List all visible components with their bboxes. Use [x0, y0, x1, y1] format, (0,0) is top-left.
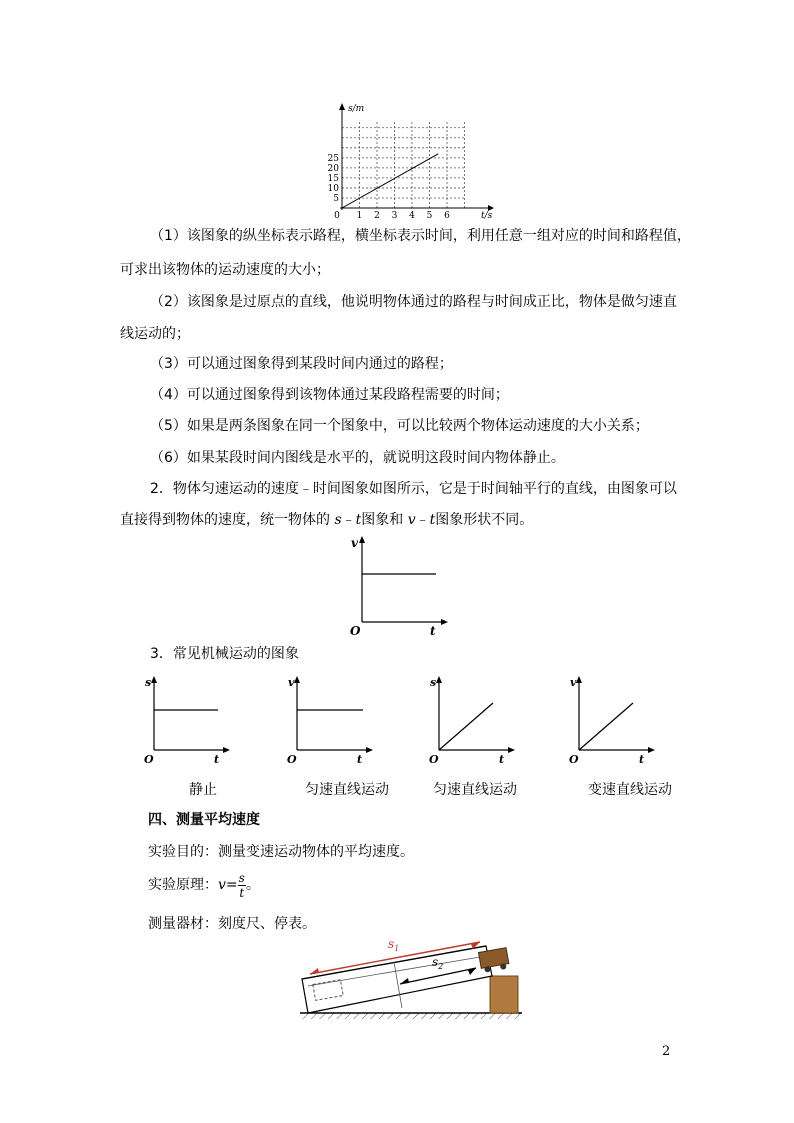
graph-uniform-st: [425, 674, 517, 766]
section-4-heading: 四、测量平均速度: [148, 812, 260, 828]
graph-uniform-vt: [283, 674, 375, 766]
experiment-tools: 测量器材：刻度尺、停表。: [148, 916, 316, 932]
st-x-tick-label: 2: [374, 211, 380, 221]
svg-text:s: s: [145, 676, 152, 689]
st-x-tick-label: 1: [356, 211, 363, 221]
st-chart-ylabel: s/m: [348, 104, 365, 114]
st-x-tick-label: 6: [444, 211, 450, 221]
list-item-6: （6）如果某段时间内图线是水平的，就说明这段时间内物体静止。: [150, 450, 565, 466]
list-item-3: （3）可以通过图象得到某段时间内通过的路程；: [150, 356, 453, 372]
st-x-tick-label: 3: [391, 211, 398, 221]
s2-label: $s_2$: [432, 955, 444, 971]
caption-uniform-2: 匀速直线运动: [433, 782, 517, 798]
vt-y-arrow: [359, 536, 365, 543]
formula-fraction: [238, 871, 246, 900]
st-chart: [328, 98, 498, 222]
incline-apparatus: [296, 932, 526, 1024]
ground-hatch: [300, 1013, 522, 1019]
caption-uniform-1: 匀速直线运动: [305, 782, 389, 798]
graph-static: [140, 674, 232, 766]
formula-numerator: s: [238, 870, 245, 885]
list-item-2: （2）该图象是过原点的直线，他说明物体通过的路程与时间成正比，物体是做匀速直: [150, 294, 677, 310]
principle-prefix: 实验原理：: [148, 877, 218, 893]
st-y-tick-label: 10: [328, 183, 339, 194]
svg-text:t: t: [357, 753, 363, 766]
paragraph-3: 3．常见机械运动的图象: [150, 646, 299, 662]
p2-t-symbol-2: t: [429, 512, 436, 528]
st-x-tick-label: 5: [426, 211, 433, 221]
vt-x-arrow: [441, 619, 448, 625]
formula-eq: =: [225, 877, 238, 893]
p2-text: 直接得到物体的速度，统一物体的: [120, 512, 330, 528]
list-item-2-cont: 线运动的；: [120, 326, 190, 342]
st-y-tick-label: 15: [328, 173, 339, 184]
caption-static: 静止: [189, 782, 217, 798]
st-chart-grid: [342, 120, 465, 208]
vt-y-label: v: [351, 536, 358, 550]
s1-label: $s_1$: [388, 937, 400, 953]
list-item-1: （1）该图象的纵坐标表示路程，横坐标表示时间，利用任意一组对应的时间和路程值，: [150, 228, 691, 244]
vt-graph: [344, 534, 450, 638]
list-item-5: （5）如果是两条图象在同一个图象中，可以比较两个物体运动速度的大小关系；: [150, 418, 649, 434]
svg-text:t: t: [214, 753, 220, 766]
formula-end: 。: [245, 877, 260, 893]
list-item-4: （4）可以通过图象得到该物体通过某段路程需要的时间；: [150, 387, 509, 403]
svg-text:t: t: [499, 753, 505, 766]
svg-text:O: O: [287, 753, 297, 766]
experiment-principle: [148, 870, 260, 900]
vt-origin: O: [350, 624, 361, 638]
st-y-tick-label: 25: [328, 153, 339, 164]
support-block: [490, 976, 518, 1013]
p2-dash: ﹣: [341, 512, 356, 528]
st-chart-series-line: [342, 154, 438, 208]
svg-text:t: t: [639, 753, 645, 766]
formula-denominator: t: [239, 885, 245, 900]
svg-text:v: v: [570, 676, 577, 689]
graph-variable-vt: [565, 674, 657, 766]
experiment-purpose: 实验目的：测量变速运动物体的平均速度。: [148, 844, 414, 860]
caption-variable: 变速直线运动: [588, 782, 672, 798]
paragraph-2-cont: [120, 510, 533, 530]
p2-t-symbol: t: [355, 512, 362, 528]
st-chart-y-arrow: [339, 103, 345, 110]
svg-text:O: O: [144, 753, 154, 766]
list-item-1-cont: 可求出该物体的运动速度的大小；: [120, 262, 330, 278]
st-y-tick-label: 20: [328, 163, 339, 174]
st-x-tick-label: 4: [409, 211, 415, 221]
p2-mid-text: 图象和: [361, 512, 404, 528]
st-chart-xlabel: t/s: [481, 211, 493, 221]
p2-dash-2: ﹣: [415, 512, 430, 528]
page-number: 2: [662, 1044, 671, 1059]
st-y-tick-label: 5: [333, 193, 339, 204]
svg-text:O: O: [429, 753, 439, 766]
p2-end-text: 图象形状不同。: [435, 512, 534, 528]
p2-v-symbol: v: [407, 512, 416, 528]
st-chart-origin: 0: [334, 211, 340, 221]
svg-text:O: O: [569, 753, 579, 766]
paragraph-2: 2．物体匀速运动的速度﹣时间图象如图所示，它是于时间轴平行的直线，由图象可以: [150, 481, 677, 497]
formula-v: v: [218, 877, 226, 893]
svg-text:v: v: [288, 676, 295, 689]
p2-s-symbol: s: [334, 512, 342, 528]
svg-text:s: s: [430, 676, 437, 689]
vt-x-label: t: [430, 624, 436, 638]
